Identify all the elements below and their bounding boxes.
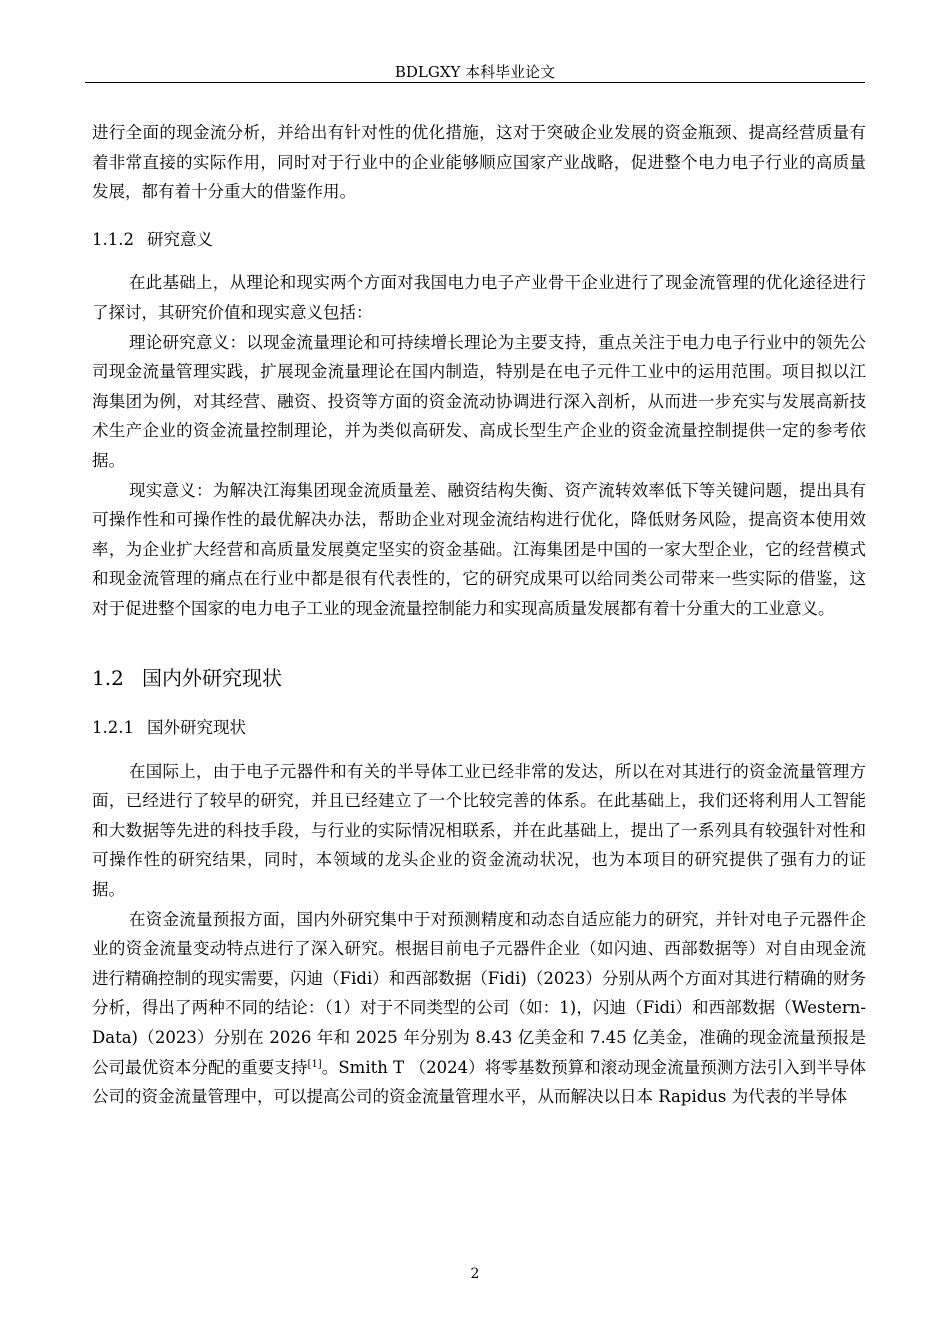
page-number: 2: [470, 1266, 480, 1282]
citation-marker[interactable]: [1]: [307, 1058, 322, 1070]
running-header: BDLGXY 本科毕业论文: [394, 63, 556, 81]
paragraph-text: 。Smith T （2024）将零基数预算和滚动现金流量预测方法引入到半导体公司的资金流量管理中，可以提高公司的资金流量管理水平，从而解决以日本 Rapidus 为代表的半导体: [92, 1057, 866, 1107]
paragraph: 现实意义：为解决江海集团现金流质量差、融资结构失衡、资产流转效率低下等关键问题，提出具有可操作性和可操作性的最优解决办法，帮助企业对现金流结构进行优化，降低财务风险，提高资本使用效率，为企业扩大经营和高质量发展奠定坚实的资金基础。江海集团是中国的一家大型企业，它的经营模式和现金流管理的痛点在行业中都是很有代表性的，它的研究成果可以给同类公司带来一些实际的借鉴，这对于促进整个国家的电力电子工业的现金流量控制能力和实现高质量发展都有着十分重大的工业意义。: [92, 480, 866, 618]
section-title: 国内外研究现状: [142, 665, 282, 690]
paragraph-text: 在资金流量预报方面，国内外研究集中于对预测精度和动态自适应能力的研究，并针对电子元器件企业的资金流量变动特点进行了深入研究。根据目前电子元器件企业（如闪迪、西部数据等）对自由现金流进行精确控制的现实需要，闪迪（Fidi）和西部数据（Fidi)（2023）分别从两个方面对其进行精确的财务分析，得出了两种不同的结论：（1）对于不同类型的公司（如：1)，闪迪（Fidi）和西部数据（Western-Data)（2023）分别在 2026 年和 2025 年分别为 8.43 亿美金和 7.45 亿美金，准确的现金流量预报是公司最优资本分配的重要支持: [92, 909, 866, 1077]
section-number: 1.2: [92, 665, 124, 690]
header-rule: [85, 82, 865, 83]
section-title: 国外研究现状: [147, 718, 246, 738]
page-body: [92, 118, 866, 1112]
section-heading-1-2-1: [92, 713, 866, 743]
section-title: 研究意义: [147, 229, 213, 249]
section-heading-1-2: [92, 664, 866, 694]
section-number: 1.2.1: [92, 718, 134, 738]
paragraph: 进行全面的现金流分析，并给出有针对性的优化措施，这对于突破企业发展的资金瓶颈、提高经营质量有着非常直接的实际作用，同时对于行业中的企业能够顺应国家产业战略，促进整个电力电子行业的高质量发展，都有着十分重大的借鉴作用。: [92, 123, 866, 202]
paragraph: 在此基础上，从理论和现实两个方面对我国电力电子产业骨干企业进行了现金流管理的优化途径进行了探讨，其研究价值和现实意义包括：: [92, 273, 866, 322]
section-heading-1-1-2: [92, 225, 866, 255]
paragraph: 理论研究意义：以现金流量理论和可持续增长理论为主要支持，重点关注于电力电子行业中的领先公司现金流量管理实践，扩展现金流量理论在国内制造，特别是在电子元件工业中的运用范围。项目拟以江海集团为例，对其经营、融资、投资等方面的资金流动协调进行深入剖析，从而进一步充实与发展高新技术生产企业的资金流量控制理论，并为类似高研发、高成长型生产企业的资金流量控制提供一定的参考依据。: [92, 332, 866, 470]
paragraph: [92, 905, 866, 1112]
paragraph: 在国际上，由于电子元器件和有关的半导体工业已经非常的发达，所以在对其进行的资金流量管理方面，已经进行了较早的研究，并且已经建立了一个比较完善的体系。在此基础上，我们还将利用人工智能和大数据等先进的科技手段，与行业的实际情况相联系，并在此基础上，提出了一系列具有较强针对性和可操作性的研究结果，同时，本领域的龙头企业的资金流动状况，也为本项目的研究提供了强有力的证据。: [92, 761, 866, 900]
section-number: 1.1.2: [92, 229, 134, 249]
